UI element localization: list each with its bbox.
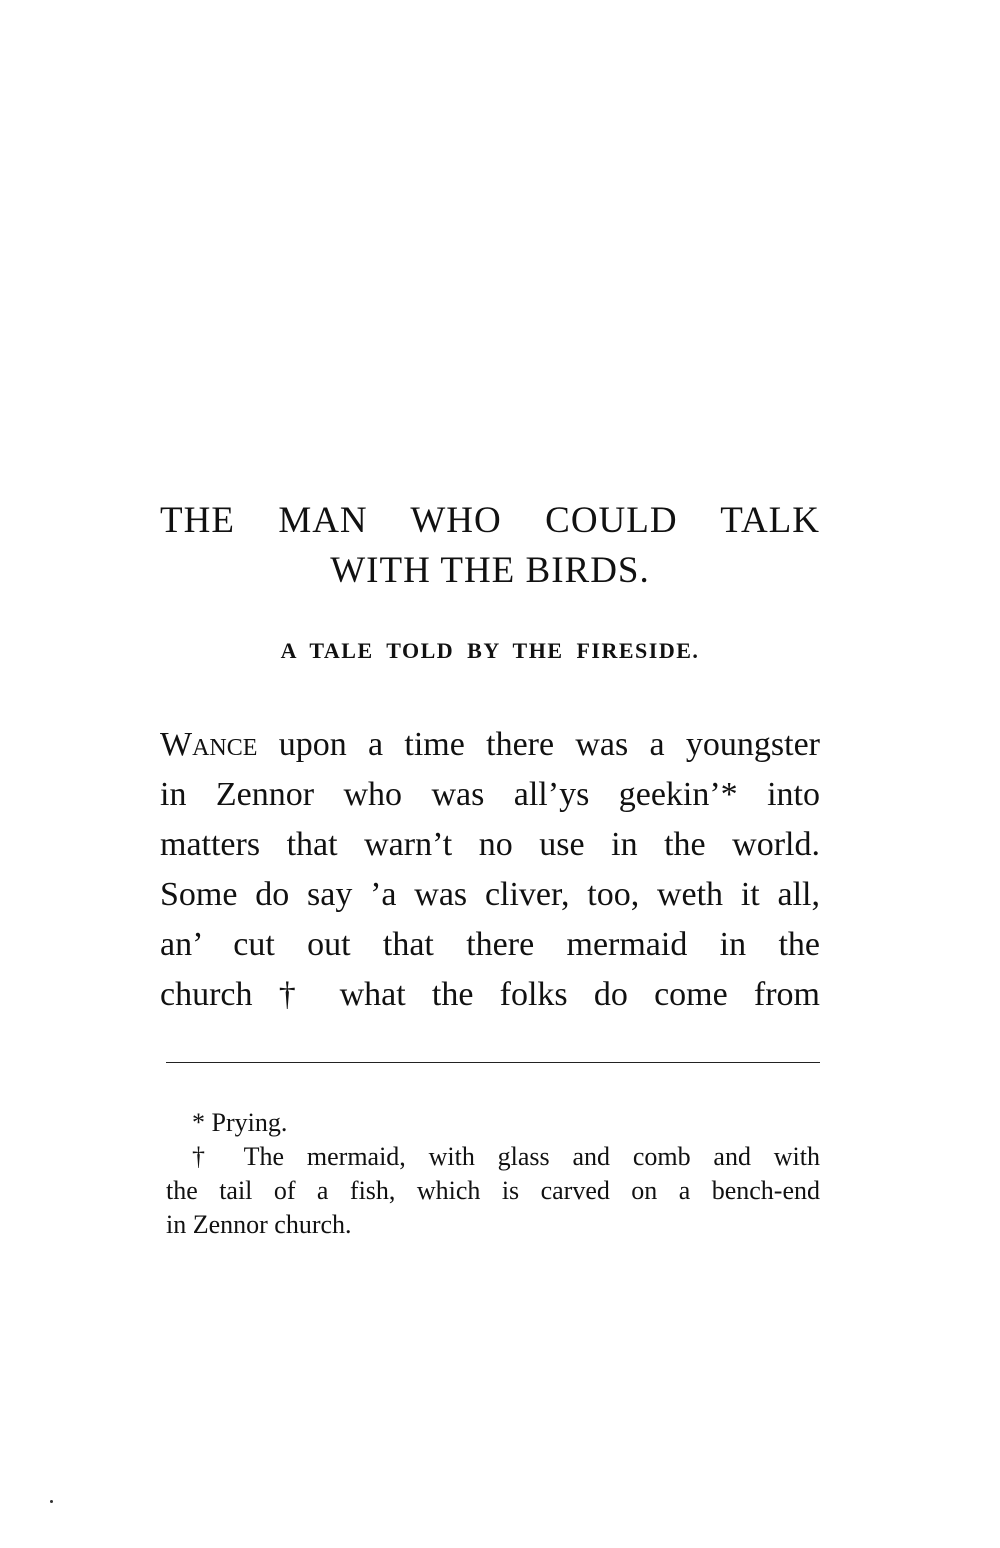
body-line: church † what the folks do come from (160, 976, 820, 1013)
chapter-subtitle: A TALE TOLD BY THE FIRESIDE. (280, 638, 700, 663)
body-line: Some do say ’a was cliver, too, weth it all, (160, 876, 820, 913)
footnote-mermaid-cont: the tail of a fish, which is carved on a bench-end (166, 1176, 820, 1205)
body-line: Wance upon a time there was a youngster (160, 726, 820, 763)
footnote-prying: * Prying. (192, 1108, 288, 1137)
body-line: matters that warn’t no use in the world. (160, 826, 820, 863)
chapter-title-line-1: THE MAN WHO COULD TALK (160, 500, 820, 541)
page-speck (50, 1500, 53, 1503)
footnote-mermaid: † The mermaid, with glass and comb and with (192, 1142, 820, 1171)
body-line: in Zennor who was all’ys geekin’* into (160, 776, 820, 813)
footnote-divider (166, 1062, 820, 1063)
footnotes (166, 1106, 820, 1242)
opening-word: Wance (160, 726, 258, 763)
chapter-title-line-2: WITH THE BIRDS. (330, 550, 650, 591)
body-paragraph (160, 720, 820, 1020)
body-line: an’ cut out that there mermaid in the (160, 926, 820, 963)
footnote-mermaid-end: in Zennor church. (166, 1210, 352, 1239)
